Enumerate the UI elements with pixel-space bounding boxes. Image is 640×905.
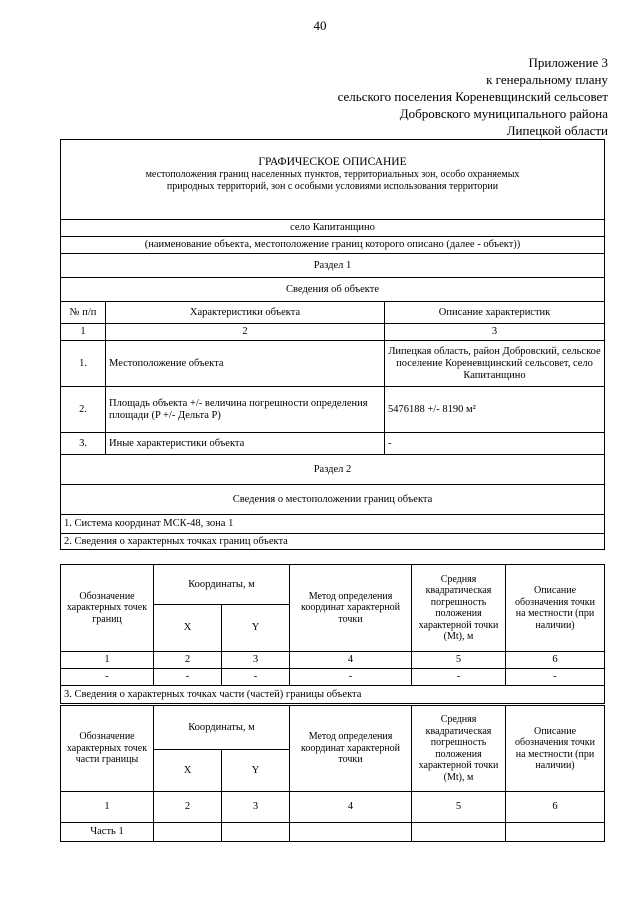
cell — [290, 823, 412, 842]
row-characteristic: Местоположение объекта — [106, 341, 385, 387]
col-header-y: Y — [222, 605, 290, 652]
cell: - — [412, 669, 506, 686]
points-heading: 2. Сведения о характерных точках границ объекта — [61, 534, 605, 550]
row-characteristic: Иные характеристики объекта — [106, 433, 385, 455]
section1-subtitle: Сведения об объекте — [61, 278, 605, 302]
appendix-line: Добровского муниципального района — [399, 106, 608, 121]
col-header-coords: Координаты, м — [154, 565, 290, 605]
col-header-error: Средняя квадратическая погрешность положения характерной точки (Mt), м — [412, 565, 506, 652]
document-title: ГРАФИЧЕСКОЕ ОПИСАНИЕ — [258, 156, 407, 168]
cell — [506, 823, 605, 842]
col-header-error: Средняя квадратическая погрешность положения характерной точки (Mt), м — [412, 706, 506, 792]
col-number: 1 — [61, 324, 106, 341]
coord-system: 1. Система координат МСК-48, зона 1 — [61, 515, 605, 534]
cell: - — [506, 669, 605, 686]
cell — [222, 823, 290, 842]
table-row — [61, 823, 605, 842]
col-number: 2 — [106, 324, 385, 341]
col-number: 6 — [506, 652, 605, 669]
col-header-num: № п/п — [61, 302, 106, 324]
appendix-header — [338, 54, 608, 139]
part-label: Часть 1 — [61, 823, 154, 842]
col-number: 4 — [290, 792, 412, 823]
col-number: 3 — [222, 792, 290, 823]
col-number: 3 — [222, 652, 290, 669]
col-number: 3 — [385, 324, 605, 341]
col-number: 2 — [154, 792, 222, 823]
row-value: - — [385, 433, 605, 455]
col-header-y: Y — [222, 750, 290, 792]
col-number: 1 — [61, 652, 154, 669]
row-value: 5476188 +/- 8190 м² — [385, 387, 605, 433]
cell: - — [290, 669, 412, 686]
cell: - — [222, 669, 290, 686]
col-number: 4 — [290, 652, 412, 669]
part-boundary-points-table — [60, 705, 605, 842]
col-header-method: Метод определения координат характерной точки — [290, 706, 412, 792]
object-name: село Капитанщино — [61, 220, 605, 237]
cell — [154, 823, 222, 842]
appendix-line: сельского поселения Кореневщинский сельсовет — [337, 89, 608, 104]
boundary-points-table — [60, 564, 605, 704]
col-header-method: Метод определения координат характерной точки — [290, 565, 412, 652]
table-row — [61, 387, 605, 433]
appendix-line: Приложение 3 — [528, 55, 608, 70]
col-header-point-description: Описание обозначения точки на местности (при наличии) — [506, 706, 605, 792]
row-num: 1. — [61, 341, 106, 387]
row-num: 2. — [61, 387, 106, 433]
table-row — [61, 669, 605, 686]
row-characteristic: Площадь объекта +/- величина погрешности определения площади (P +/- Дельта P) — [106, 387, 385, 433]
col-number: 6 — [506, 792, 605, 823]
col-header-characteristic: Характеристики объекта — [106, 302, 385, 324]
col-number: 2 — [154, 652, 222, 669]
col-header-x: X — [154, 750, 222, 792]
table-row — [61, 341, 605, 387]
document-subtitle: местоположения границ населенных пунктов, территориальных зон, особо охраняемых — [145, 169, 520, 180]
appendix-line: к генеральному плану — [486, 72, 608, 87]
object-table — [60, 139, 605, 550]
cell: - — [154, 669, 222, 686]
cell: - — [61, 669, 154, 686]
document-subtitle: природных территорий, зон с особыми условиями использования территории — [166, 180, 499, 192]
document-title-block — [61, 140, 605, 220]
table-row — [61, 433, 605, 455]
col-header-designation: Обозначение характерных точек границ — [61, 565, 154, 652]
object-caption: (наименование объекта, местоположение границ которого описано (далее - объект)) — [61, 237, 605, 254]
section1-title: Раздел 1 — [61, 254, 605, 278]
col-header-designation: Обозначение характерных точек части границы — [61, 706, 154, 792]
col-number: 1 — [61, 792, 154, 823]
page-number: 40 — [313, 18, 327, 33]
section2-subtitle: Сведения о местоположении границ объекта — [61, 485, 605, 515]
part-heading: 3. Сведения о характерных точках части (частей) границы объекта — [61, 686, 605, 704]
appendix-line: Липецкой области — [506, 123, 608, 138]
row-value: Липецкая область, район Добровский, сельское поселение Кореневщинский сельсовет, село Капитанщино — [385, 341, 605, 387]
col-number: 5 — [412, 652, 506, 669]
row-num: 3. — [61, 433, 106, 455]
col-header-x: X — [154, 605, 222, 652]
col-header-description: Описание характеристик — [385, 302, 605, 324]
cell — [412, 823, 506, 842]
col-number: 5 — [412, 792, 506, 823]
col-header-coords: Координаты, м — [154, 706, 290, 750]
col-header-point-description: Описание обозначения точки на местности (при наличии) — [506, 565, 605, 652]
section2-title: Раздел 2 — [61, 455, 605, 485]
